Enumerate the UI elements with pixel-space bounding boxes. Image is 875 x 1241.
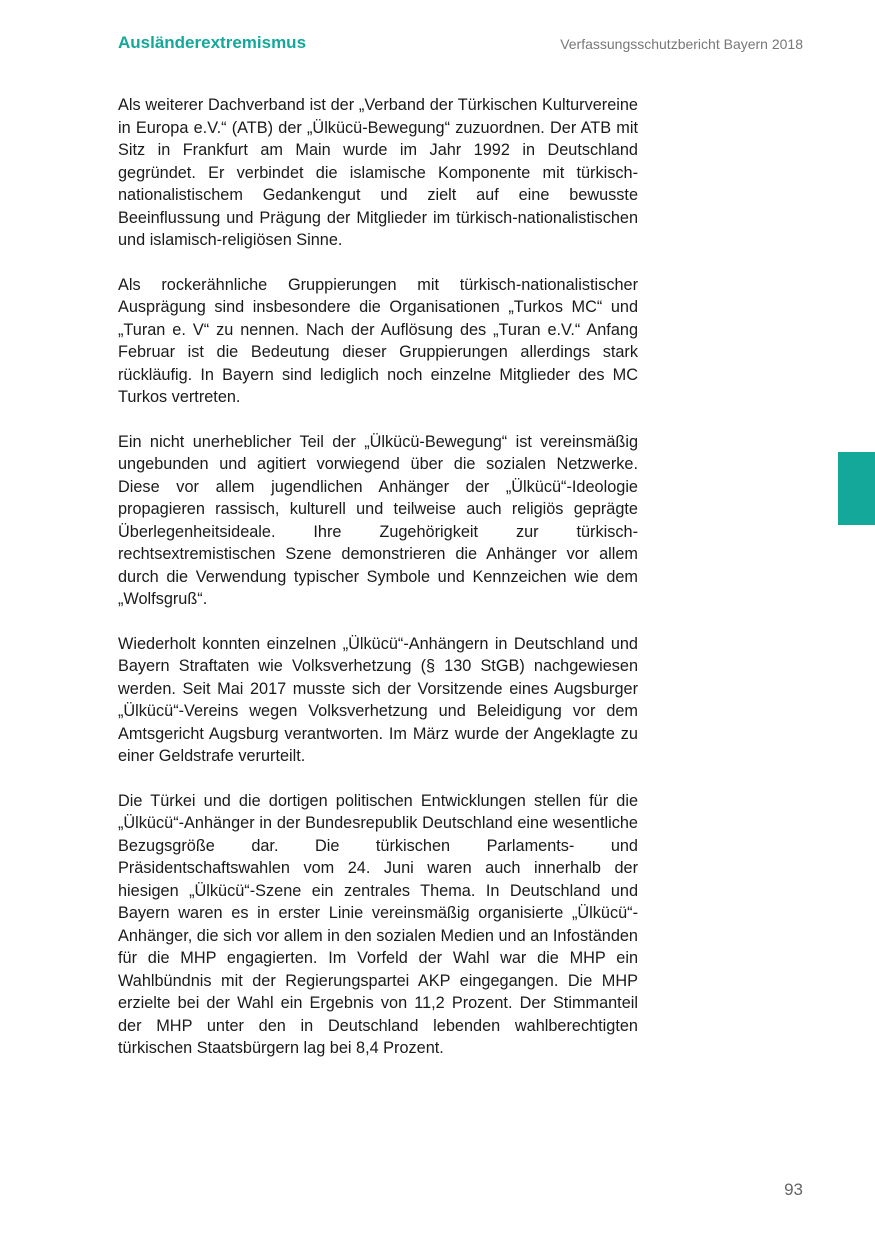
paragraph-elections: Die Türkei und die dortigen politischen Entwicklungen stellen für die „Ülkücü“-Anhänger in der Bundesrepublik Deutschland eine wesentliche Bezugsgröße dar. Die türkischen Parlaments- und Präsidentschaftswahlen vom 24. Juni waren auch innerhalb der hiesigen „Ülkücü“-Szene ein zentrales Thema. In Deutschland und Bayern waren es in erster Linie vereinsmäßig organisierte „Ülkücü“-Anhänger, die sich vor allem in den sozialen Medien und an Infoständen für die MHP engagierten. Im Vorfeld der Wahl war die MHP ein Wahlbündnis mit der Regierungspartei AKP eingegangen. Die MHP erzielte bei der Wahl ein Ergebnis von 11,2 Prozent. Der Stimmanteil der MHP unter den in Deutschland lebenden wahlberechtigten türkischen Staatsbürgern lag bei 8,4 Prozent. [118,791,638,1057]
report-title: Verfassungsschutzbericht Bayern 2018 [560,36,803,52]
paragraph-atb: Als weiterer Dachverband ist der „Verband der Türkischen Kulturvereine in Europa e.V.“ (ATB) der „Ülkücü-Bewegung“ zuzuordnen. Der ATB mit Sitz in Frankfurt am Main wurde im Jahr 1992 in Deutschland gegründet. Er verbindet die islamische Komponente mit türkisch-nationalistischem Gedankengut und zielt auf eine bewusste Beeinflussung und Prägung der Mitglieder im türkisch-nationalistischen und islamisch-religiösen Sinne. [118,96,638,249]
paragraph-unaffiliated: Ein nicht unerheblicher Teil der „Ülkücü-Bewegung“ ist vereinsmäßig ungebunden und agitiert vorwiegend über die sozialen Netzwerke. Diese vor allem jugendlichen Anhänger der „Ülkücü“-Ideologie propagieren rassisch, kulturell und teilweise auch religiös geprägte Überlegenheitsideale. Ihre Zugehörigkeit zur türkisch-rechtsextremistischen Szene demonstrieren die Anhänger vor allem durch die Verwendung typischer Symbole und Kennzeichen wie dem „Wolfsgruß“. [118,432,638,608]
body-text [118,94,638,1082]
page-number: 93 [784,1180,803,1199]
paragraph-offences: Wiederholt konnten einzelnen „Ülkücü“-Anhängern in Deutschland und Bayern Straftaten wie Volksverhetzung (§ 130 StGB) nachgewiesen werden. Seit Mai 2017 musste sich der Vorsitzende eines Augsburger „Ülkücü“-Vereins wegen Volksverhetzung und Beleidigung vor dem Amtsgericht Augsburg verantworten. Im März wurde der Angeklagte zu einer Geldstrafe verurteilt. [118,634,638,765]
chapter-tab-marker [838,452,875,525]
paragraph-rocker-groups: Als rockerähnliche Gruppierungen mit türkisch-nationalistischer Ausprägung sind insbesondere die Organisationen „Turkos MC“ und „Turan e. V“ zu nennen. Nach der Auflösung des „Turan e.V.“ Anfang Februar ist die Bedeutung dieser Gruppierungen allerdings stark rückläufig. In Bayern sind lediglich noch einzelne Mitglieder des MC Turkos vertreten. [118,275,638,406]
section-title: Ausländerextremismus [118,33,307,52]
